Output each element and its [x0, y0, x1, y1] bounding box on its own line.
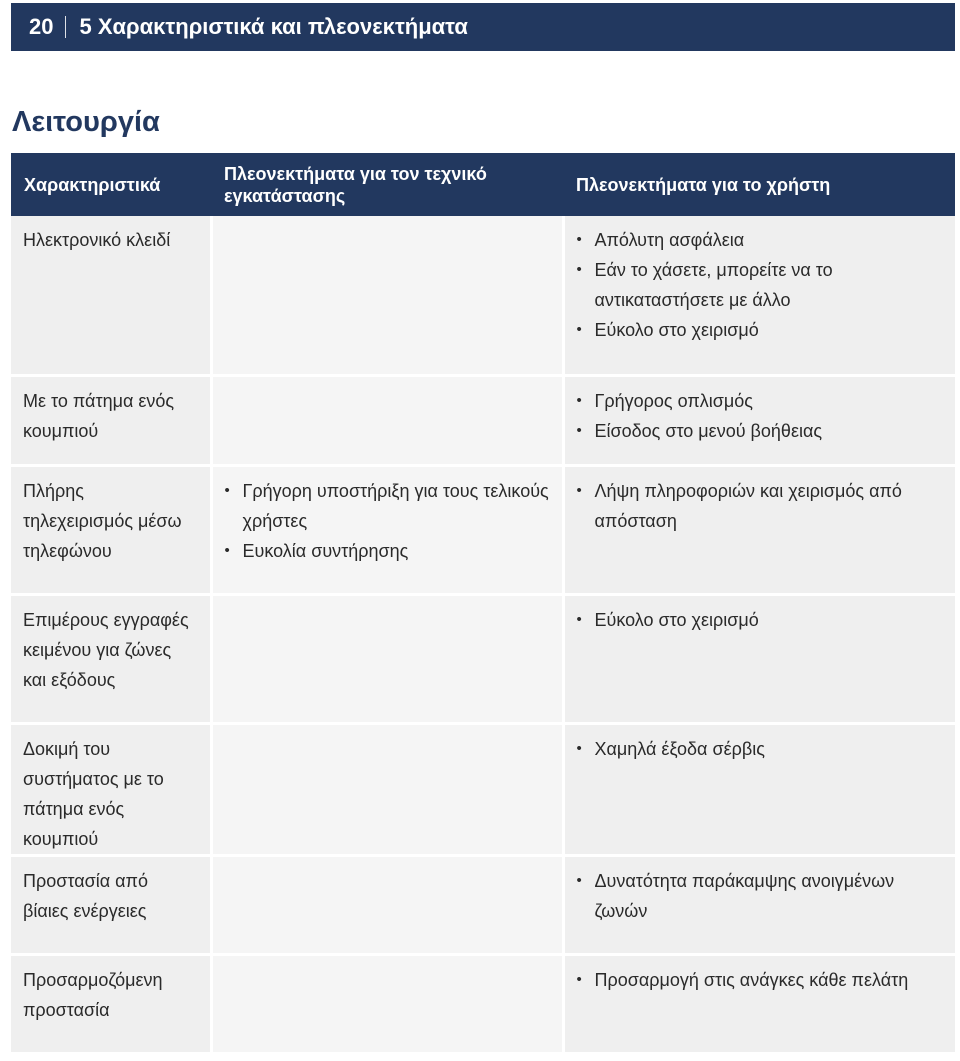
table-header-row	[11, 153, 955, 216]
benefit-item: • Εάν το χάσετε, μπορείτε να το αντικαταστήσετε με άλλο	[577, 255, 944, 315]
installer-benefits-cell	[211, 216, 563, 375]
chapter-title: 5 Χαρακτηριστικά και πλεονεκτήματα	[79, 14, 468, 39]
feature-cell: Προσαρμοζόμενη προστασία	[11, 954, 211, 1053]
page-header	[11, 3, 955, 51]
user-benefits-cell	[563, 954, 955, 1053]
user-benefits-cell	[563, 216, 955, 375]
benefit-item: • Απόλυτη ασφάλεια	[577, 225, 944, 255]
benefit-item: • Είσοδος στο μενού βοήθειας	[577, 416, 944, 446]
user-benefits-cell	[563, 465, 955, 594]
installer-benefits-cell	[211, 954, 563, 1053]
features-table	[11, 153, 955, 1055]
feature-cell: Προστασία από βίαιες ενέργειες	[11, 855, 211, 954]
benefit-item: • Εύκολο στο χειρισμό	[577, 315, 944, 345]
benefit-list	[577, 476, 944, 536]
table-row	[11, 216, 955, 375]
benefit-list	[577, 225, 944, 345]
benefit-item: • Χαμηλά έξοδα σέρβις	[577, 734, 944, 764]
feature-cell: Με το πάτημα ενός κουμπιού	[11, 375, 211, 465]
benefit-list	[577, 965, 944, 995]
table-row	[11, 594, 955, 723]
user-benefits-cell	[563, 723, 955, 855]
user-benefits-cell	[563, 375, 955, 465]
installer-benefits-cell	[211, 594, 563, 723]
feature-cell: Ηλεκτρονικό κλειδί	[11, 216, 211, 375]
benefit-list	[577, 386, 944, 446]
header-divider	[65, 16, 66, 38]
feature-cell: Δοκιμή του συστήματος με το πάτημα ενός κουμπιού	[11, 723, 211, 855]
benefit-item: • Λήψη πληροφοριών και χειρισμός από απόσταση	[577, 476, 944, 536]
feature-cell: Πλήρης τηλεχειρισμός μέσω τηλεφώνου	[11, 465, 211, 594]
page-number: 20	[29, 14, 54, 39]
column-header-user-benefits: Πλεονεκτήματα για το χρήστη	[563, 153, 955, 216]
table-row	[11, 465, 955, 594]
user-benefits-cell	[563, 855, 955, 954]
installer-benefits-cell	[211, 723, 563, 855]
table-row	[11, 375, 955, 465]
benefit-item: • Γρήγορη υποστήριξη για τους τελικούς χρήστες	[225, 476, 550, 536]
feature-cell: Επιμέρους εγγραφές κειμένου για ζώνες και εξόδους	[11, 594, 211, 723]
table-row	[11, 954, 955, 1053]
benefit-list	[577, 866, 944, 926]
benefit-item: • Εύκολο στο χειρισμό	[577, 605, 944, 635]
benefit-item: • Ευκολία συντήρησης	[225, 536, 550, 566]
benefit-item: • Γρήγορος οπλισμός	[577, 386, 944, 416]
user-benefits-cell	[563, 594, 955, 723]
installer-benefits-cell	[211, 465, 563, 594]
table-row	[11, 723, 955, 855]
column-header-features: Χαρακτηριστικά	[11, 153, 211, 216]
benefit-list	[577, 734, 944, 764]
benefit-item: • Δυνατότητα παράκαμψης ανοιγμένων ζωνών	[577, 866, 944, 926]
benefit-list	[577, 605, 944, 635]
benefit-list	[225, 476, 550, 566]
table-row	[11, 855, 955, 954]
benefit-item: • Προσαρμογή στις ανάγκες κάθε πελάτη	[577, 965, 944, 995]
section-title: Λειτουργία	[12, 106, 160, 138]
table-body	[11, 216, 955, 1053]
installer-benefits-cell	[211, 855, 563, 954]
column-header-installer-benefits: Πλεονεκτήματα για τον τεχνικό εγκατάστασης	[211, 153, 563, 216]
installer-benefits-cell	[211, 375, 563, 465]
